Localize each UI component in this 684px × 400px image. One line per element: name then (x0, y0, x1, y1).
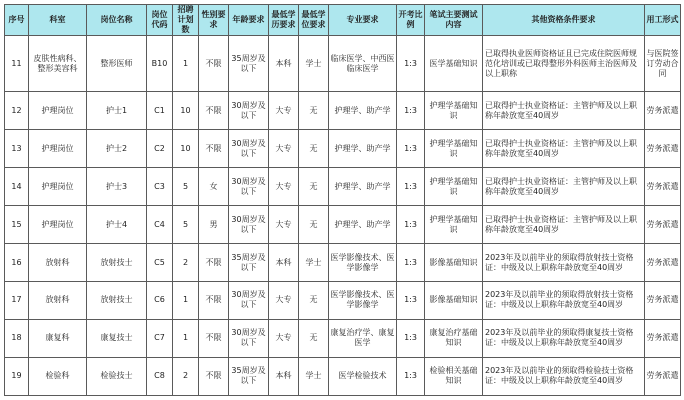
table-cell: 医学影像技术、医学影像学 (329, 244, 397, 282)
table-cell: 14 (5, 168, 29, 206)
table-cell: 30周岁及以下 (229, 92, 269, 130)
header-cell: 最低学位要求 (299, 5, 329, 36)
table-cell: 康复治疗基础知识 (425, 319, 483, 357)
table-cell: C2 (147, 130, 173, 168)
table-cell: 不限 (199, 319, 229, 357)
table-cell: 护士4 (87, 206, 147, 244)
table-cell: 不限 (199, 244, 229, 282)
table-cell: 无 (299, 130, 329, 168)
table-cell: 本科 (269, 36, 299, 92)
table-cell: 11 (5, 36, 29, 92)
table-cell: 已取得护士执业资格证：主管护师及以上职称年龄放宽至40周岁 (483, 130, 645, 168)
table-cell: 1:3 (397, 206, 425, 244)
table-cell: 护士3 (87, 168, 147, 206)
table-cell: 19 (5, 357, 29, 395)
table-cell: 30周岁及以下 (229, 319, 269, 357)
table-cell: 不限 (199, 130, 229, 168)
header-cell: 年龄要求 (229, 5, 269, 36)
table-cell: 30周岁及以下 (229, 130, 269, 168)
table-cell: 护理学基础知识 (425, 92, 483, 130)
table-cell: 1 (173, 319, 199, 357)
table-cell: 15 (5, 206, 29, 244)
table-cell: 医学影像技术、医学影像学 (329, 282, 397, 320)
table-cell: 10 (173, 130, 199, 168)
table-cell: 劳务派遣 (645, 357, 681, 395)
table-cell: 护理学基础知识 (425, 206, 483, 244)
table-cell: 不限 (199, 36, 229, 92)
table-cell: 1 (173, 282, 199, 320)
table-cell: 护理学基础知识 (425, 168, 483, 206)
table-cell: 劳务派遣 (645, 206, 681, 244)
table-cell: 1:3 (397, 319, 425, 357)
table-cell: 已取得护士执业资格证：主管护师及以上职称年龄放宽至40周岁 (483, 168, 645, 206)
table-cell: C5 (147, 244, 173, 282)
table-cell: B10 (147, 36, 173, 92)
table-cell: 12 (5, 92, 29, 130)
table-cell: 护理岗位 (29, 130, 87, 168)
table-cell: 1 (173, 36, 199, 92)
table-cell: 男 (199, 206, 229, 244)
table-cell: 大专 (269, 92, 299, 130)
table-cell: 医学基础知识 (425, 36, 483, 92)
table-cell: C6 (147, 282, 173, 320)
header-cell: 最低学历要求 (269, 5, 299, 36)
table-cell: 已取得护士执业资格证：主管护师及以上职称年龄放宽至40周岁 (483, 206, 645, 244)
table-cell: 2023年及以前毕业的须取得放射技士资格证：中级及以上职称年龄放宽至40周岁 (483, 244, 645, 282)
table-cell: 大专 (269, 319, 299, 357)
table-cell: 1:3 (397, 357, 425, 395)
header-cell: 招聘计划数 (173, 5, 199, 36)
table-row (5, 319, 681, 357)
table-cell: 放射技士 (87, 244, 147, 282)
table-cell: 1:3 (397, 130, 425, 168)
table-cell: 护理岗位 (29, 206, 87, 244)
table-row (5, 244, 681, 282)
table-cell: 护士1 (87, 92, 147, 130)
table-cell: 劳务派遣 (645, 92, 681, 130)
table-cell: 无 (299, 92, 329, 130)
table-cell: 护理岗位 (29, 168, 87, 206)
table-cell: 放射科 (29, 244, 87, 282)
table-cell: 1:3 (397, 36, 425, 92)
table-row (5, 130, 681, 168)
table-cell: 护理学、助产学 (329, 130, 397, 168)
table-cell: 大专 (269, 282, 299, 320)
table-cell: 影像基础知识 (425, 282, 483, 320)
table-cell: 已取得执业医师资格证且已完成住院医师规范化培训或已取得整形外科医师主治医师及以上职称 (483, 36, 645, 92)
table-cell: 35周岁及以下 (229, 36, 269, 92)
table-cell: 康复治疗学、康复医学 (329, 319, 397, 357)
table-cell: 大专 (269, 168, 299, 206)
table-cell: 本科 (269, 357, 299, 395)
table-cell: 大专 (269, 206, 299, 244)
table-cell: 2023年及以前毕业的须取得检验技士资格证：中级及以上职称年龄放宽至40周岁 (483, 357, 645, 395)
table-cell: 整形医师 (87, 36, 147, 92)
table-cell: 无 (299, 319, 329, 357)
recruitment-table (4, 4, 681, 396)
table-cell: 1:3 (397, 92, 425, 130)
table-cell: 2 (173, 357, 199, 395)
table-cell: 学士 (299, 244, 329, 282)
table-cell: 1:3 (397, 282, 425, 320)
table-cell: 劳务派遣 (645, 168, 681, 206)
header-cell: 笔试主要测试内容 (425, 5, 483, 36)
table-cell: 5 (173, 206, 199, 244)
table-row (5, 357, 681, 395)
table-cell: 1:3 (397, 244, 425, 282)
table-cell: 学士 (299, 357, 329, 395)
header-row (5, 5, 681, 36)
table-cell: 2 (173, 244, 199, 282)
table-cell: 护理学、助产学 (329, 206, 397, 244)
table-cell: 18 (5, 319, 29, 357)
table-cell: 1:3 (397, 168, 425, 206)
table-cell: 30周岁及以下 (229, 206, 269, 244)
table-cell: 护士2 (87, 130, 147, 168)
table-cell: 护理学、助产学 (329, 92, 397, 130)
table-cell: 检验科 (29, 357, 87, 395)
table-cell: 劳务派遣 (645, 244, 681, 282)
table-cell: 康复技士 (87, 319, 147, 357)
table-cell: C3 (147, 168, 173, 206)
table-cell: 检验相关基础知识 (425, 357, 483, 395)
table-cell: 劳务派遣 (645, 130, 681, 168)
table-cell: 已取得护士执业资格证：主管护师及以上职称年龄放宽至40周岁 (483, 92, 645, 130)
table-cell: 2023年及以前毕业的须取得康复技士资格证：中级及以上职称年龄放宽至40周岁 (483, 319, 645, 357)
table-cell: 本科 (269, 244, 299, 282)
table-row (5, 36, 681, 92)
table-cell: 检验技士 (87, 357, 147, 395)
table-cell: 皮肤性病科、整形美容科 (29, 36, 87, 92)
table-cell: 13 (5, 130, 29, 168)
header-cell: 其他资格条件要求 (483, 5, 645, 36)
table-cell: 10 (173, 92, 199, 130)
table-cell: 35周岁及以下 (229, 244, 269, 282)
table-cell: C7 (147, 319, 173, 357)
table-cell: 放射科 (29, 282, 87, 320)
table-row (5, 282, 681, 320)
table-cell: 2023年及以前毕业的须取得放射技士资格证：中级及以上职称年龄放宽至40周岁 (483, 282, 645, 320)
table-cell: 17 (5, 282, 29, 320)
table-cell: 无 (299, 282, 329, 320)
table-cell: 不限 (199, 92, 229, 130)
table-cell: 16 (5, 244, 29, 282)
table-cell: 康复科 (29, 319, 87, 357)
table-cell: 临床医学、中西医临床医学 (329, 36, 397, 92)
table-cell: 放射技士 (87, 282, 147, 320)
header-cell: 岗位代码 (147, 5, 173, 36)
header-cell: 开考比例 (397, 5, 425, 36)
table-row (5, 92, 681, 130)
table-cell: C8 (147, 357, 173, 395)
table-cell: 影像基础知识 (425, 244, 483, 282)
header-cell: 序号 (5, 5, 29, 36)
table-cell: 无 (299, 206, 329, 244)
table-cell: 30周岁及以下 (229, 282, 269, 320)
table-cell: 与医院签订劳动合同 (645, 36, 681, 92)
table-cell: 医学检验技术 (329, 357, 397, 395)
table-cell: 不限 (199, 282, 229, 320)
header-cell: 科室 (29, 5, 87, 36)
header-cell: 性别要求 (199, 5, 229, 36)
header-cell: 专业要求 (329, 5, 397, 36)
header-cell: 用工形式 (645, 5, 681, 36)
table-cell: 护理学基础知识 (425, 130, 483, 168)
table-cell: 女 (199, 168, 229, 206)
table-cell: 劳务派遣 (645, 282, 681, 320)
table-row (5, 168, 681, 206)
table-cell: C1 (147, 92, 173, 130)
table-cell: 不限 (199, 357, 229, 395)
table-cell: C4 (147, 206, 173, 244)
table-row (5, 206, 681, 244)
table-cell: 5 (173, 168, 199, 206)
table-cell: 30周岁及以下 (229, 168, 269, 206)
table-cell: 护理岗位 (29, 92, 87, 130)
table-cell: 劳务派遣 (645, 319, 681, 357)
table-cell: 学士 (299, 36, 329, 92)
table-body (5, 36, 681, 396)
table-cell: 无 (299, 168, 329, 206)
table-cell: 护理学、助产学 (329, 168, 397, 206)
table-cell: 35周岁及以下 (229, 357, 269, 395)
table-cell: 大专 (269, 130, 299, 168)
header-cell: 岗位名称 (87, 5, 147, 36)
